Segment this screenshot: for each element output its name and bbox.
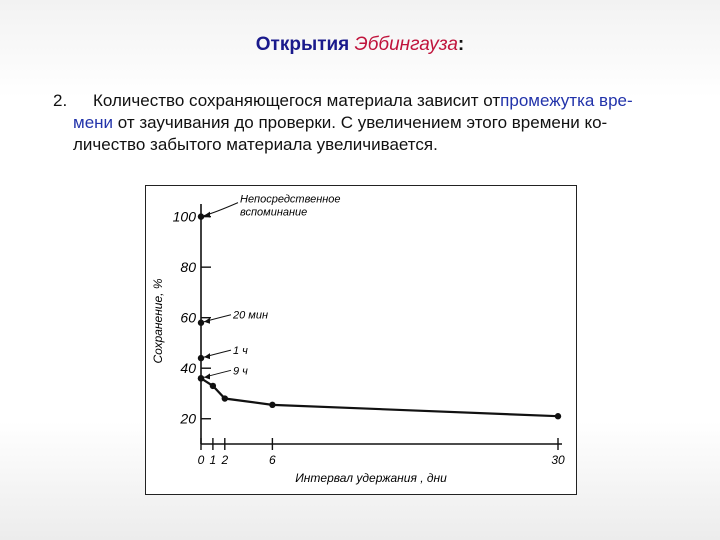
text-line1-b: промежутка вре-: [500, 91, 633, 110]
annotation-label: 20 мин: [233, 309, 269, 322]
data-point: [269, 402, 275, 408]
text-line-2: [53, 112, 683, 134]
x-tick-label: 0: [197, 453, 205, 467]
text-line2-b: от заучивания до проверки. С увеличением этого времени ко-: [113, 113, 608, 132]
annotation-label-line2: вспоминание: [240, 206, 308, 219]
data-point-early: [198, 213, 204, 219]
annotation-label: Непосредственное: [240, 193, 341, 206]
x-axis-label: Интервал удержания , дни: [295, 471, 447, 485]
body-paragraph: [53, 90, 683, 156]
x-tick-label: 2: [221, 453, 229, 467]
y-tick-label: 20: [180, 410, 196, 427]
data-point-early: [198, 320, 204, 326]
point-number: 2.: [53, 91, 68, 110]
y-tick-label: 60: [180, 309, 196, 326]
y-axis-label: Сохранение, %: [151, 278, 165, 364]
text-line1-a: Количество сохраняющегося материала зависит от: [93, 91, 501, 110]
data-point: [222, 395, 228, 401]
annotation-arrowhead: [204, 318, 210, 324]
chart-axes: [173, 204, 565, 467]
data-point: [210, 383, 216, 389]
annotation-arrowhead: [204, 373, 210, 379]
x-tick-label: 1: [209, 453, 217, 467]
text-line-1: [53, 90, 683, 112]
data-point-early: [198, 375, 204, 381]
annotation-arrowhead: [204, 353, 210, 359]
retention-chart: [146, 186, 576, 494]
data-point: [555, 413, 561, 419]
chart-frame: [145, 185, 577, 495]
title-name: Эббингауза: [354, 34, 458, 55]
slide-title: [0, 34, 720, 56]
y-tick-label: 40: [180, 360, 196, 377]
annotation-label: 1 ч: [233, 345, 248, 358]
title-colon: :: [457, 34, 465, 55]
chart-annotations: [204, 194, 341, 380]
x-tick-label: 30: [551, 453, 565, 467]
x-tick-label: 6: [269, 453, 276, 467]
title-main: Открытия: [255, 34, 350, 55]
annotation-label: 9 ч: [233, 365, 248, 378]
y-tick-label: 80: [180, 259, 196, 276]
data-point-early: [198, 355, 204, 361]
retention-curve: [201, 378, 558, 416]
text-line-3: личество забытого материала увеличивается.: [73, 135, 438, 154]
y-tick-label: 100: [172, 208, 196, 225]
text-line2-a: мени: [73, 113, 114, 132]
